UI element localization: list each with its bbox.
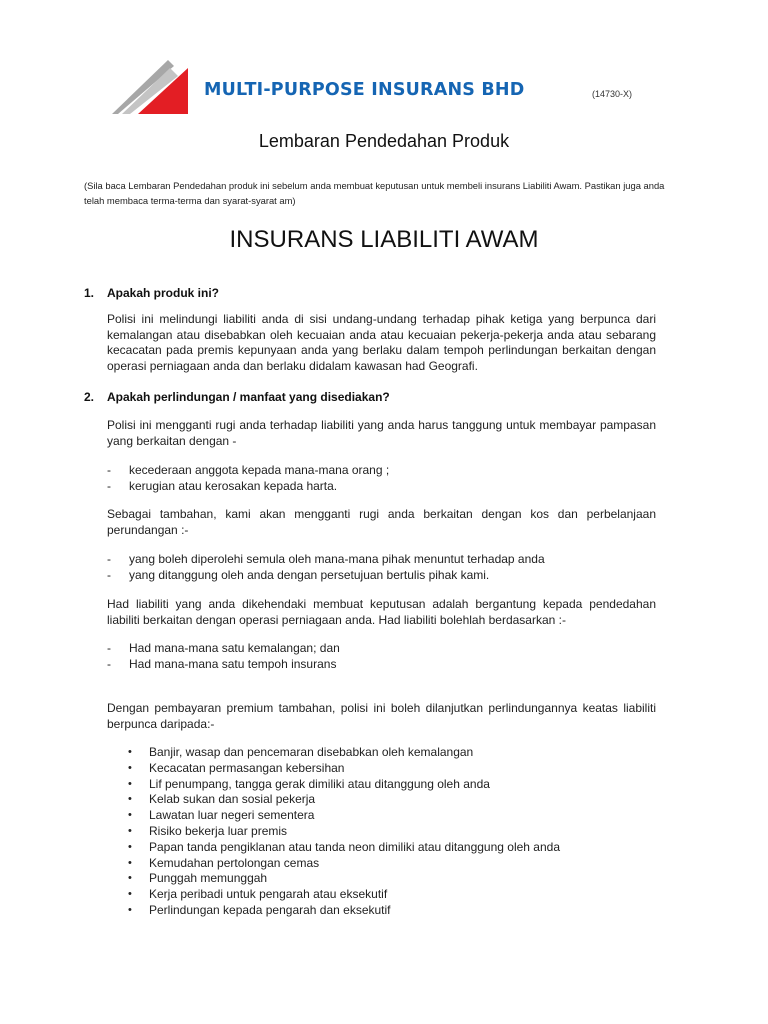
dash-marker: - — [107, 656, 111, 671]
bullet-marker: • — [128, 888, 132, 901]
company-name: MULTI-PURPOSE INSURANS BHD — [204, 80, 525, 100]
list-item: - kecederaan anggota kepada mana-mana orang ; — [107, 463, 390, 477]
bullet-marker: • — [128, 856, 132, 869]
list-item: - kerugian atau kerosakan kepada harta. — [107, 478, 338, 493]
section-1-question: Apakah produk ini? — [107, 286, 220, 300]
section-2-heading — [84, 390, 390, 404]
bullet-marker: • — [128, 840, 132, 853]
section-2-paragraph-3: Had liabiliti yang anda dikehendaki membuat keputusan adalah bergantung kepada pendedahan liabiliti berkaitan dengan operasi perniagaan anda. Had liabiliti bolehlah berdasarkan :- — [107, 597, 656, 627]
legal-cost-list — [107, 552, 545, 584]
bullet-marker: • — [128, 761, 132, 774]
bullet-marker: • — [128, 777, 132, 790]
dash-marker: - — [107, 641, 111, 655]
list-item: • Papan tanda pengiklanan atau tanda neon dimiliki atau ditanggung oleh anda — [128, 839, 560, 854]
dash-marker: - — [107, 478, 111, 493]
dash-marker: - — [107, 552, 111, 566]
product-title: INSURANS LIABILITI AWAM — [229, 226, 539, 253]
list-item: • Lif penumpang, tangga gerak dimiliki atau ditanggung oleh anda — [128, 776, 490, 791]
section-2-question: Apakah perlindungan / manfaat yang disediakan? — [107, 390, 390, 404]
list-item: - yang ditanggung oleh anda dengan persetujuan bertulis pihak kami. — [107, 567, 490, 582]
list-item: • Punggah memunggah — [128, 871, 268, 886]
section-2-paragraph-1: Polisi ini mengganti rugi anda terhadap liabiliti yang anda harus tanggung untuk membayar pampasan yang berkaitan dengan - — [107, 418, 656, 448]
company-logo — [108, 54, 192, 116]
list-item: - yang boleh diperolehi semula oleh mana-mana pihak menuntut terhadap anda — [107, 552, 545, 566]
section-1-number: 1. — [84, 286, 95, 300]
section-2-number: 2. — [84, 390, 95, 404]
list-item: • Lawatan luar negeri sementera — [128, 808, 315, 823]
bullet-marker: • — [128, 793, 132, 806]
dash-marker: - — [107, 463, 111, 477]
bullet-marker: • — [128, 872, 132, 885]
registration-number: (14730-X) — [592, 89, 633, 99]
section-1-heading — [84, 286, 219, 300]
dash-marker: - — [107, 567, 111, 582]
list-item: • Kerja peribadi untuk pengarah atau eksekutif — [128, 887, 388, 902]
bullet-marker: • — [128, 824, 132, 837]
bullet-marker: • — [128, 809, 132, 822]
section-2-paragraph-4: Dengan pembayaran premium tambahan, polisi ini boleh dilanjutkan perlindungannya keatas liabiliti berpunca daripada:- — [107, 701, 656, 731]
section-1-paragraph: Polisi ini melindungi liabiliti anda di sisi undang-undang terhadap pihak ketiga yang berpunca dari kemalangan atau disebabkan oleh kecuaian anda atau kecuaian pekerja-pekerja anda atau sebarang kecacatan pada premis kepunyaan anda yang berlaku dalam tempoh perlindungan berkaitan dengan operasi perniagaan anda dan berlaku didalam kawasan had Geografi. — [107, 312, 656, 373]
list-item: • Kemudahan pertolongan cemas — [128, 855, 320, 870]
list-item: - Had mana-mana satu kemalangan; dan — [107, 641, 340, 655]
list-item: - Had mana-mana satu tempoh insurans — [107, 656, 337, 671]
bullet-marker: • — [128, 746, 132, 758]
section-2-paragraph-2: Sebagai tambahan, kami akan mengganti rugi anda berkaitan dengan kos dan perbelanjaan perundangan :- — [107, 507, 656, 537]
list-item: • Kelab sukan dan sosial pekerja — [128, 792, 316, 807]
liability-list — [107, 463, 389, 495]
reading-advice: (Sila baca Lembaran Pendedahan produk ini sebelum anda membuat keputusan untuk membeli insurans Liabiliti Awam. Pastikan juga anda telah membaca terma-terma dan syarat-syarat am) — [84, 180, 665, 206]
list-item: • Perlindungan kepada pengarah dan eksekutif — [128, 902, 391, 917]
list-item: • Kecacatan permasangan kebersihan — [128, 760, 345, 775]
bullet-marker: • — [128, 903, 132, 916]
document-title: Lembaran Pendedahan Produk — [258, 131, 510, 151]
list-item: • Banjir, wasap dan pencemaran disebabkan oleh kemalangan — [128, 745, 474, 759]
extension-list — [127, 745, 560, 919]
list-item: • Risiko bekerja luar premis — [128, 823, 288, 838]
limit-list — [107, 641, 340, 673]
